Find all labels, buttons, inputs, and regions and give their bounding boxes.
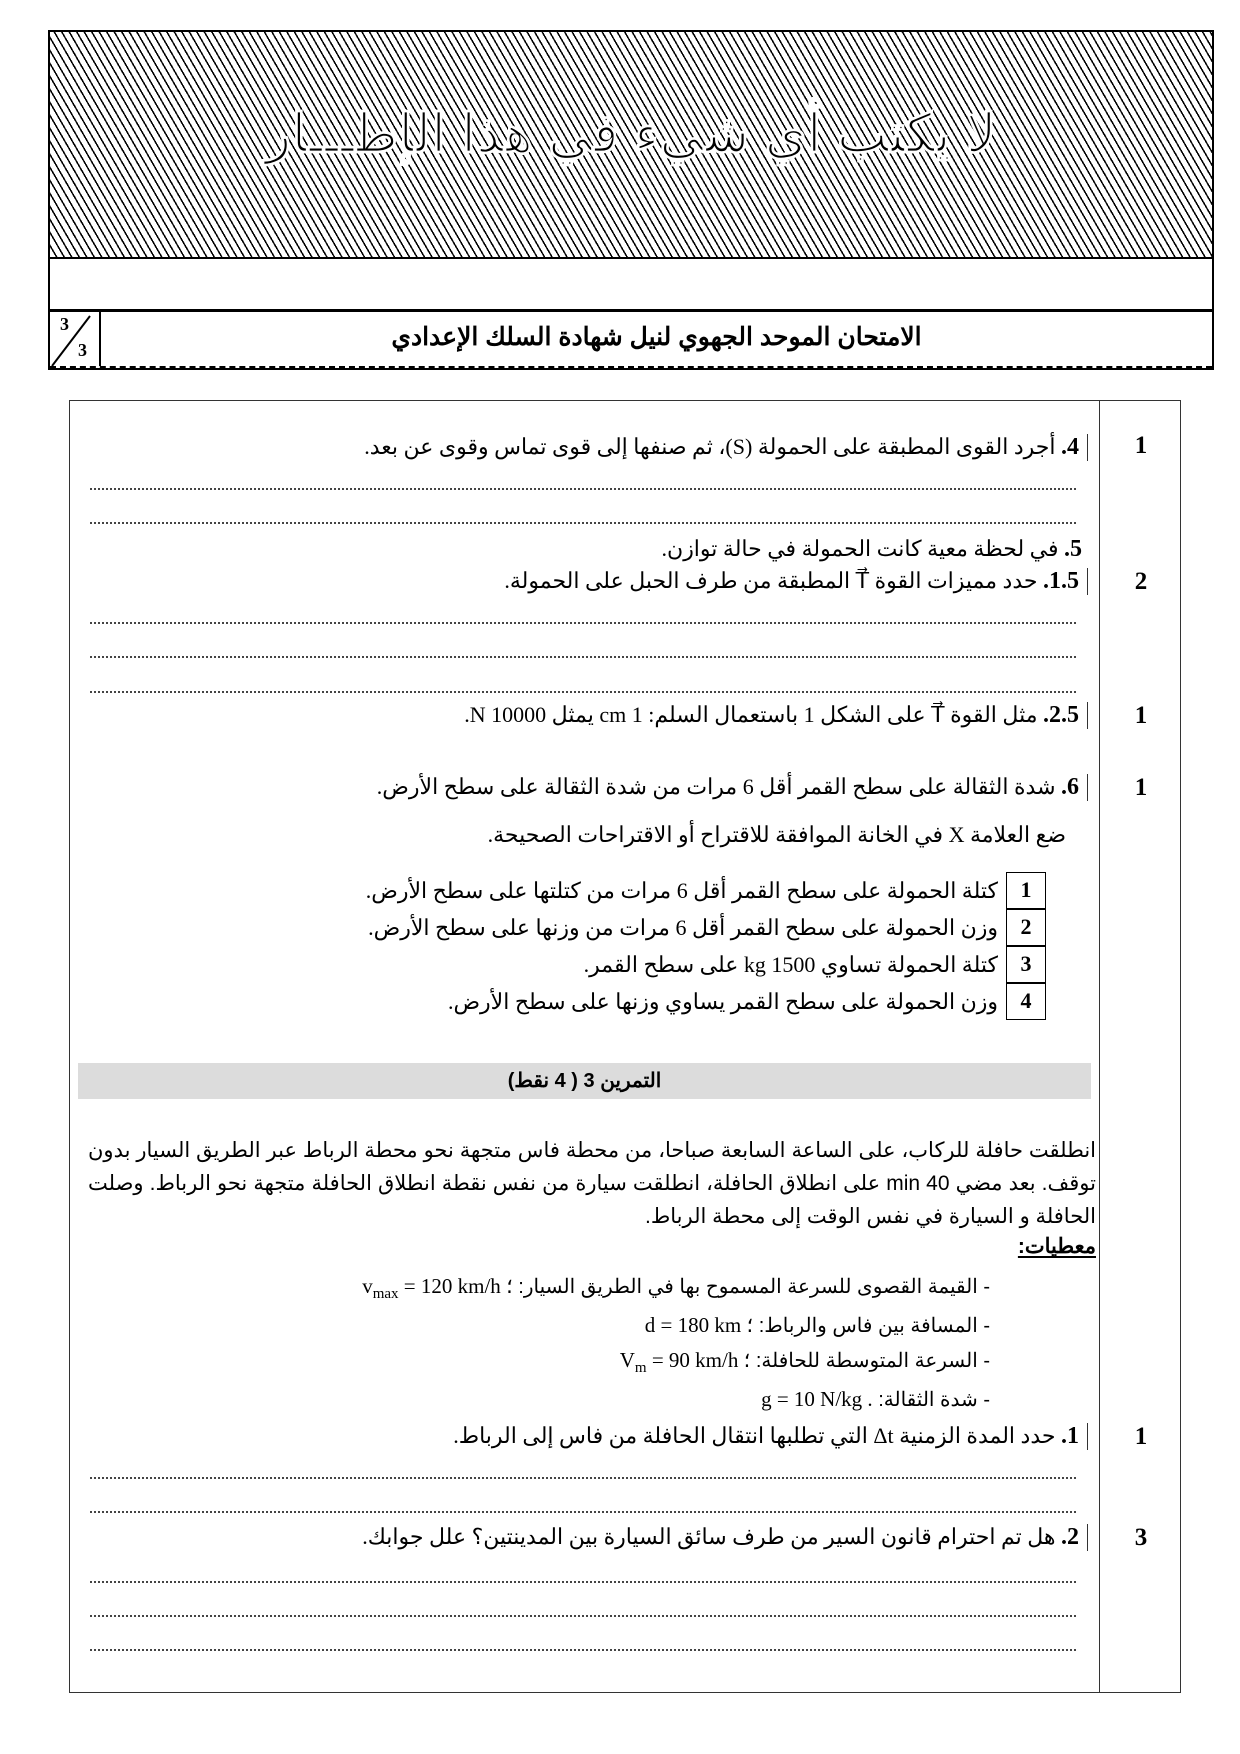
given-label: - شدة الثقالة: — [872, 1389, 990, 1411]
ex3-question-1 — [453, 1423, 1088, 1450]
q-num: 1. — [1061, 1423, 1079, 1449]
slash-icon — [50, 312, 101, 366]
question-5 — [662, 536, 1088, 563]
checkbox[interactable]: 3 — [1006, 946, 1046, 983]
answer-line[interactable] — [90, 1511, 1076, 1513]
page-current: 3 — [60, 314, 69, 334]
given-label: - المسافة بين فاس والرباط: — [753, 1315, 990, 1337]
option-1 — [366, 872, 1046, 909]
q-text: مثل القوة T⃗ على الشكل 1 باستعمال السلم: 1 cm يمثل 10000 N. — [464, 702, 1038, 727]
option-4 — [448, 983, 1046, 1020]
instruction: ضع العلامة X في الخانة الموافقة للاقتراح أو الاقتراحات الصحيحة. — [487, 822, 1066, 847]
q-num: 2. — [1061, 1524, 1079, 1550]
answer-line[interactable] — [90, 522, 1076, 524]
symbol: V — [619, 1348, 635, 1372]
symbol: d — [644, 1313, 656, 1337]
answer-line[interactable] — [90, 1477, 1076, 1479]
symbol: v — [362, 1274, 373, 1298]
points: 3 — [1134, 1524, 1148, 1551]
option-text: كتلة الحمولة على سطح القمر أقل 6 مرات من كتلتها على سطح الأرض. — [365, 877, 998, 903]
header-frame — [48, 30, 1214, 370]
q-num: 4. — [1061, 434, 1079, 460]
subscript: m — [634, 1360, 647, 1377]
points: 1 — [1134, 432, 1148, 459]
watermark-text: لا يكتب أي شيء في هذا الإطـــار — [265, 104, 997, 164]
option-text: كتلة الحمولة تساوي 1500 kg على سطح القمر. — [583, 951, 998, 977]
points: 1 — [1134, 1423, 1148, 1450]
option-text: وزن الحمولة على سطح القمر يساوي وزنها على سطح الأرض. — [447, 988, 998, 1014]
blank-row — [50, 259, 1212, 312]
answer-line[interactable] — [90, 1649, 1076, 1651]
symbol: g — [761, 1387, 772, 1411]
answer-line[interactable] — [90, 656, 1076, 658]
exam-title: الامتحان الموحد الجهوي لنيل شهادة السلك الإعدادي — [391, 323, 922, 351]
exercise-3-paragraph: انطلقت حافلة للركاب، على الساعة السابعة صباحا، من محطة فاس متجهة نحو محطة الرباط عبر الطريق السيار بدون توقف. بعد مضي 40 min على انطلاق الحافلة، انطلقت سيارة من نفس نقطة انطلاق الحافلة متجهة نحو الرباط. وصلت الحافلة و السيارة في نفس الوقت إلى محطة الرباط. — [88, 1139, 1096, 1228]
answer-line[interactable] — [90, 1615, 1076, 1617]
q-num: 5. — [1064, 536, 1082, 562]
given-label: - القيمة القصوى للسرعة المسموح بها في الطريق السيار: — [512, 1276, 990, 1298]
page-number — [50, 312, 101, 366]
value: = 180 km ؛ — [655, 1313, 754, 1337]
option-3 — [584, 946, 1046, 983]
q-text: أجرد القوى المطبقة على الحمولة (S)، ثم صنفها إلى قوى تماس وقوى عن بعد. — [364, 434, 1056, 459]
hatched-area — [50, 32, 1212, 259]
given-item — [761, 1387, 990, 1412]
answer-line[interactable] — [90, 1581, 1076, 1583]
checkbox[interactable]: 2 — [1006, 909, 1046, 946]
answer-line[interactable] — [90, 622, 1076, 624]
q-num: 6. — [1061, 774, 1079, 800]
question-5-1 — [504, 568, 1088, 595]
points: 2 — [1134, 568, 1148, 595]
points: 1 — [1134, 702, 1148, 729]
answer-line[interactable] — [90, 691, 1076, 693]
option-2 — [368, 909, 1046, 946]
page-total: 3 — [78, 340, 87, 360]
q-text: حدد مميزات القوة T⃗ المطبقة من طرف الحبل على الحمولة. — [504, 568, 1038, 593]
exercise-3-title: التمرين 3 ( 4 نقط) — [78, 1063, 1091, 1099]
option-text: وزن الحمولة على سطح القمر أقل 6 مرات من وزنها على سطح الأرض. — [368, 914, 998, 940]
question-6 — [377, 774, 1088, 801]
given-item — [620, 1348, 990, 1377]
q-text: هل تم احترام قانون السير من طرف سائق السيارة بين المدينتين؟ علل جوابك. — [362, 1524, 1056, 1549]
value: = 90 km/h ؛ — [646, 1348, 751, 1372]
points: 1 — [1134, 774, 1148, 801]
checkbox[interactable]: 1 — [1006, 872, 1046, 909]
question-4 — [364, 434, 1088, 461]
q-text: في لحظة معية كانت الحمولة في حالة توازن. — [661, 536, 1064, 561]
given-label: - السرعة المتوسطة للحافلة: — [750, 1350, 990, 1372]
given-item — [362, 1274, 990, 1303]
answer-line[interactable] — [90, 488, 1076, 490]
value: = 10 N/kg . — [771, 1387, 873, 1411]
q-num: 1.5. — [1043, 568, 1079, 594]
title-row — [50, 312, 1212, 368]
q-text: شدة الثقالة على سطح القمر أقل 6 مرات من شدة الثقالة على سطح الأرض. — [376, 774, 1056, 799]
subscript: max — [372, 1286, 399, 1303]
given-item — [645, 1313, 990, 1338]
q-text: حدد المدة الزمنية Δt التي تطلبها انتقال الحافلة من فاس إلى الرباط. — [453, 1423, 1056, 1448]
checkbox[interactable]: 4 — [1006, 983, 1046, 1020]
q-num: 2.5. — [1043, 702, 1079, 728]
question-5-2 — [464, 702, 1088, 729]
value: = 120 km/h ؛ — [398, 1274, 513, 1298]
given-label: معطيات: — [1017, 1235, 1096, 1258]
points-column-divider — [1099, 400, 1100, 1693]
ex3-question-2 — [362, 1524, 1088, 1551]
